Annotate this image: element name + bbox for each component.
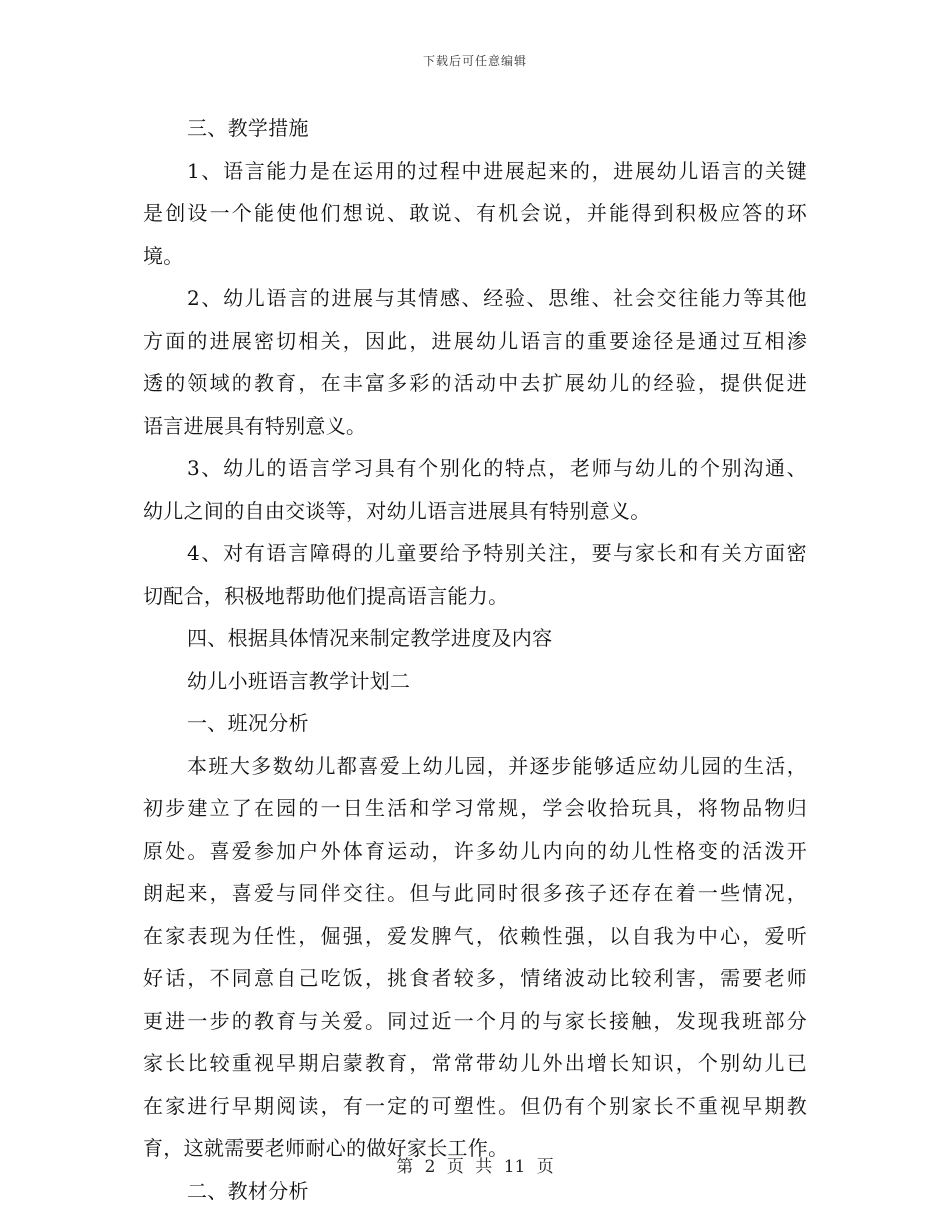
paragraph-line: 1、语言能力是在运用的过程中进展起来的，进展幼儿语言的关键 <box>187 158 807 183</box>
paragraph-line: 方面的进展密切相关，因此，进展幼儿语言的重要途径是通过互相渗 <box>143 328 807 353</box>
paragraph-line: 本班大多数幼儿都喜爱上幼儿园，并逐步能够适应幼儿园的生活， <box>187 753 807 778</box>
paragraph-line: 更进一步的教育与关爱。同过近一个月的与家长接触，发现我班部分 <box>143 1008 807 1033</box>
paragraph-line: 境。 <box>143 243 184 268</box>
section-heading-class-analysis: 一、班况分析 <box>187 711 309 735</box>
paragraph-line: 初步建立了在园的一日生活和学习常规，学会收拾玩具，将物品物归 <box>143 796 807 820</box>
document-subtitle-plan-two: 幼儿小班语言教学计划二 <box>187 668 411 693</box>
paragraph-line: 2、幼儿语言的进展与其情感、经验、思维、社会交往能力等其他 <box>187 286 807 310</box>
paragraph-line: 4、对有语言障碍的儿童要给予特别关注，要与家长和有关方面密 <box>187 541 807 565</box>
page-number-footer: 第 2 页 共 11 页 <box>396 1157 554 1177</box>
section-heading-material-analysis: 二、教材分析 <box>187 1178 309 1203</box>
paragraph-line: 3、幼儿的语言学习具有个别化的特点，老师与幼儿的个别沟通、 <box>187 456 807 480</box>
paragraph-line: 在家进行早期阅读，有一定的可塑性。但仍有个别家长不重视早期教 <box>143 1093 807 1118</box>
paragraph-line: 是创设一个能使他们想说、敢说、有机会说，并能得到积极应答的环 <box>143 201 807 225</box>
paragraph-line: 语言进展具有特别意义。 <box>143 413 367 438</box>
paragraph-line: 原处。喜爱参加户外体育运动，许多幼儿内向的幼儿性格变的活泼开 <box>143 838 807 863</box>
paragraph-line: 育，这就需要老师耐心的做好家长工作。 <box>143 1136 509 1160</box>
paragraph-line: 在家表现为任性，倔强，爱发脾气，依赖性强，以自我为中心，爱听 <box>143 923 807 948</box>
paragraph-line: 家长比较重视早期启蒙教育，常常带幼儿外出增长知识，个别幼儿已 <box>143 1051 807 1075</box>
page-header: 下载后可任意编辑 <box>422 54 527 68</box>
paragraph-line: 透的领域的教育，在丰富多彩的活动中去扩展幼儿的经验，提供促进 <box>143 371 807 395</box>
document-body <box>143 107 807 1212</box>
paragraph-line: 切配合，积极地帮助他们提高语言能力。 <box>143 583 509 608</box>
paragraph-line: 幼儿之间的自由交谈等，对幼儿语言进展具有特别意义。 <box>143 498 651 523</box>
paragraph-line: 朗起来，喜爱与同伴交往。但与此同时很多孩子还存在着一些情况， <box>143 881 807 905</box>
paragraph-line: 好话，不同意自己吃饭，挑食者较多，情绪波动比较利害，需要老师 <box>143 966 807 990</box>
section-heading-teaching-measures: 三、教学措施 <box>187 116 309 140</box>
section-heading-schedule: 四、根据具体情况来制定教学进度及内容 <box>187 626 553 650</box>
